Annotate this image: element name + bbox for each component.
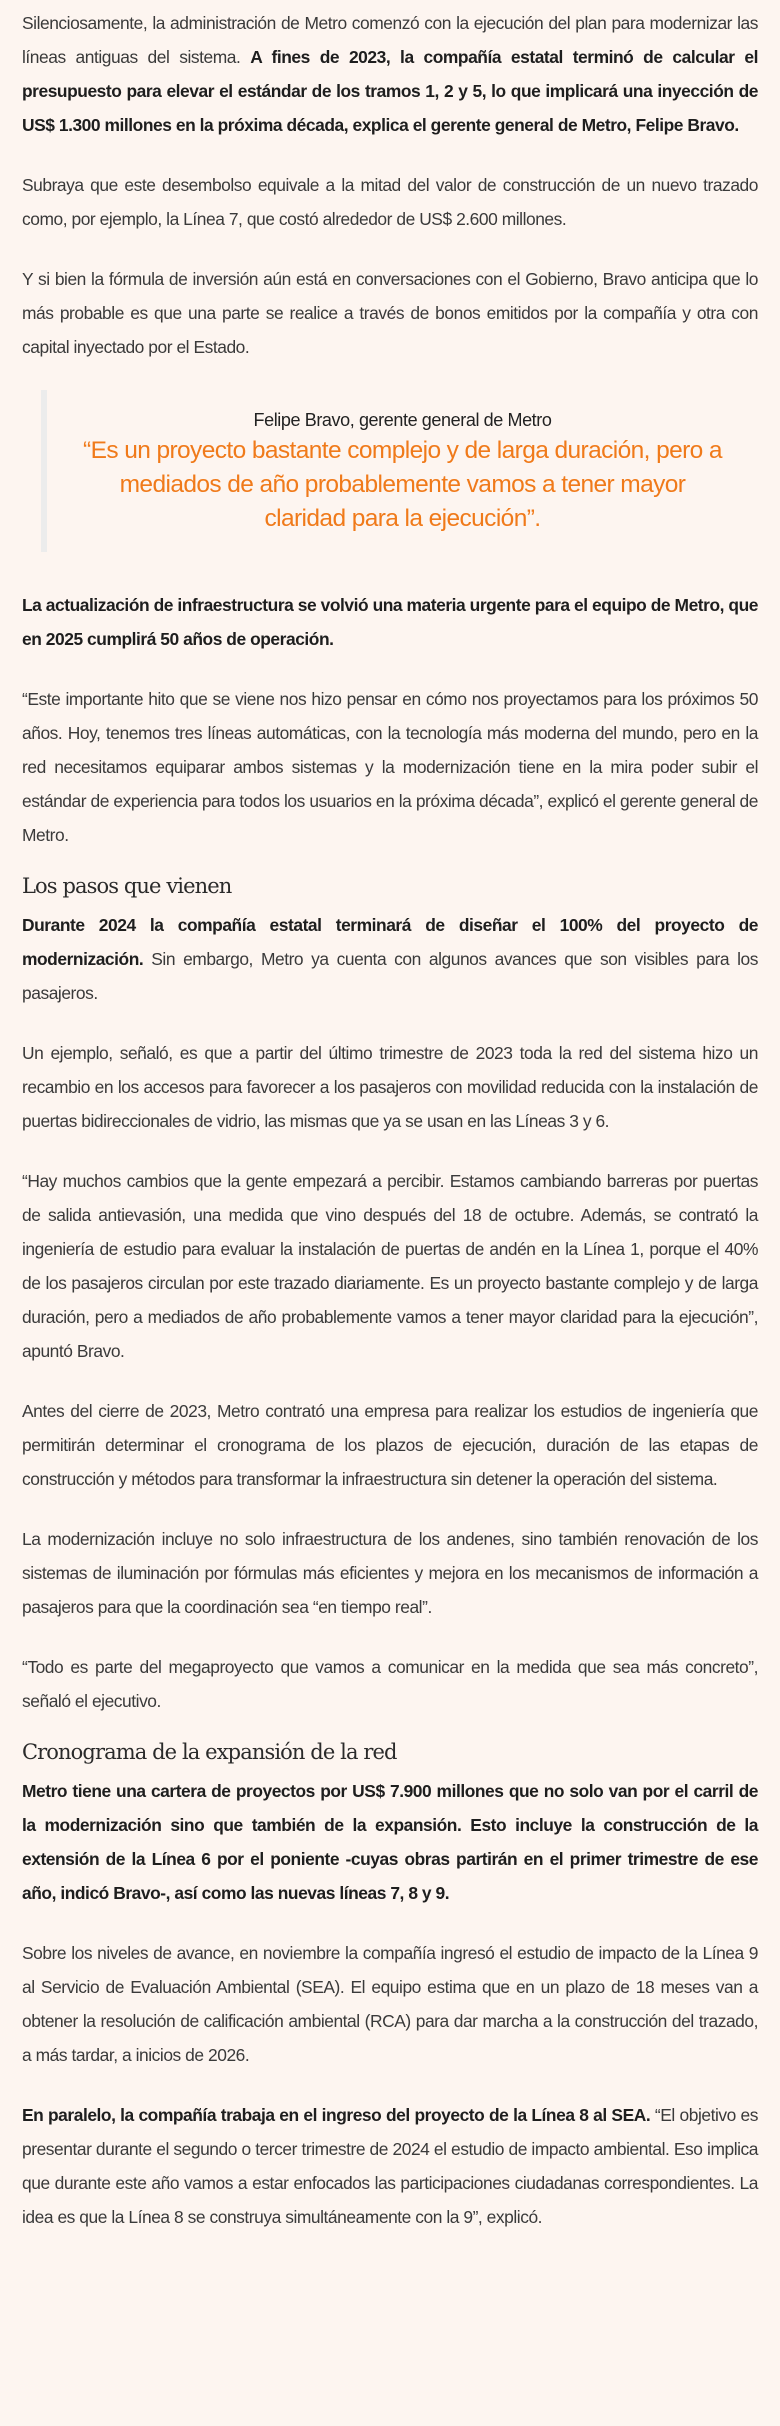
paragraph-bold-text: Metro tiene una cartera de proyectos por US$ 7.900 millones que no solo van por el carril de la modernización sino que también de la expansión. Esto incluye la construcción de la extensión de la Línea 6 por el poniente -cuyas obras partirán en el primer trimestre de ese año, indicó Bravo-, así como las nuevas líneas 7, 8 y 9. — [22, 1781, 758, 1903]
paragraph — [22, 1650, 758, 1718]
paragraph-text: Silenciosamente, la administración de Metro comenzó con la ejecución del plan para modernizar las líneas antiguas del sistema. — [22, 13, 758, 67]
paragraph — [22, 1774, 758, 1910]
paragraph — [22, 168, 758, 236]
paragraph — [22, 1394, 758, 1496]
paragraph-text: La modernización incluye no solo infraestructura de los andenes, sino también renovación de los sistemas de iluminación por fórmulas más eficientes y mejora en los mecanismos de información a pasajeros para que la coordinación sea “en tiempo real”. — [22, 1529, 758, 1617]
paragraph-text: Sobre los niveles de avance, en noviembre la compañía ingresó el estudio de impacto de la Línea 9 al Servicio de Evaluación Ambiental (SEA). El equipo estima que en un plazo de 18 meses van a obtener la resolución de calificación ambiental (RCA) para dar marcha a la construcción del trazado, a más tardar, a inicios de 2026. — [22, 1943, 758, 2065]
paragraph — [22, 1936, 758, 2072]
paragraph-bold-text: La actualización de infraestructura se volvió una materia urgente para el equipo de Metro, que en 2025 cumplirá 50 años de operación. — [22, 595, 758, 649]
paragraph-text: Un ejemplo, señaló, es que a partir del último trimestre de 2023 toda la red del sistema hizo un recambio en los accesos para favorecer a los pasajeros con movilidad reducida con la instalación de puertas bidireccionales de vidrio, las mismas que ya se usan en las Líneas 3 y 6. — [22, 1043, 758, 1131]
paragraph-text: Y si bien la fórmula de inversión aún está en conversaciones con el Gobierno, Bravo anticipa que lo más probable es que una parte se realice a través de bonos emitidos por la compañía y otra con capital inyectado por el Estado. — [22, 269, 758, 357]
paragraph-text: “El objetivo es presentar durante el segundo o tercer trimestre de 2024 el estudio de impacto ambiental. Eso implica que durante este año vamos a estar enfocados las participaciones ciudadanas correspondientes. La idea es que la Línea 8 se construya simultáneamente con la 9”, explicó. — [22, 2105, 758, 2227]
paragraph-text: “Hay muchos cambios que la gente empezará a percibir. Estamos cambiando barreras por puertas de salida antievasión, una medida que vino después del 18 de octubre. Además, se contrató la ingeniería de estudio para evaluar la instalación de puertas de andén en la Línea 1, porque el 40% de los pasajeros circulan por este trazado diariamente. Es un proyecto bastante complejo y de larga duración, pero a mediados de año probablemente vamos a tener mayor claridad para la ejecución”, apuntó Bravo. — [22, 1171, 758, 1361]
paragraph — [22, 1036, 758, 1138]
paragraph-text: Sin embargo, Metro ya cuenta con algunos avances que son visibles para los pasajeros. — [22, 949, 758, 1003]
paragraph — [22, 1164, 758, 1368]
paragraph-text: “Este importante hito que se viene nos hizo pensar en cómo nos proyectamos para los próximos 50 años. Hoy, tenemos tres líneas automáticas, con la tecnología más moderna del mundo, pero en la red necesitamos equiparar ambos sistemas y la modernización tiene en la mira poder subir el estándar de experiencia para todos los usuarios en la próxima década”, explicó el gerente general de Metro. — [22, 689, 758, 845]
paragraph-bold-text: Durante 2024 la compañía estatal terminará de diseñar el 100% del proyecto de modernización. — [22, 915, 758, 969]
paragraph — [22, 682, 758, 852]
paragraph — [22, 2098, 758, 2234]
paragraph — [22, 262, 758, 364]
paragraph-text: Antes del cierre de 2023, Metro contrató una empresa para realizar los estudios de ingeniería que permitirán determinar el cronograma de los plazos de ejecución, duración de las etapas de construcción y métodos para transformar la infraestructura sin detener la operación del sistema. — [22, 1401, 758, 1489]
paragraph-bold-text: En paralelo, la compañía trabaja en el ingreso del proyecto de la Línea 8 al SEA. — [22, 2105, 651, 2125]
paragraph-intro — [22, 6, 758, 142]
paragraph — [22, 588, 758, 656]
section-heading-cronograma: Cronograma de la expansión de la red — [22, 1740, 397, 1764]
paragraph-bold-text: A fines de 2023, la compañía estatal terminó de calcular el presupuesto para elevar el estándar de los tramos 1, 2 y 5, lo que implicará una inyección de US$ 1.300 millones en la próxima década, explica el gerente general de Metro, Felipe Bravo. — [22, 47, 758, 135]
quote-text: “Es un proyecto bastante complejo y de larga duración, pero a mediados de año probablemente vamos a tener mayor claridad para la ejecución”. — [83, 437, 722, 532]
paragraph — [22, 908, 758, 1010]
paragraph — [22, 1522, 758, 1624]
quote-author: Felipe Bravo, gerente general de Metro — [253, 410, 552, 430]
pull-quote — [41, 390, 758, 552]
paragraph-text: Subraya que este desembolso equivale a la mitad del valor de construcción de un nuevo trazado como, por ejemplo, la Línea 7, que costó alrededor de US$ 2.600 millones. — [22, 175, 758, 229]
paragraph-text: “Todo es parte del megaproyecto que vamos a comunicar en la medida que sea más concreto”, señaló el ejecutivo. — [22, 1657, 758, 1711]
section-heading-pasos: Los pasos que vienen — [22, 874, 232, 898]
